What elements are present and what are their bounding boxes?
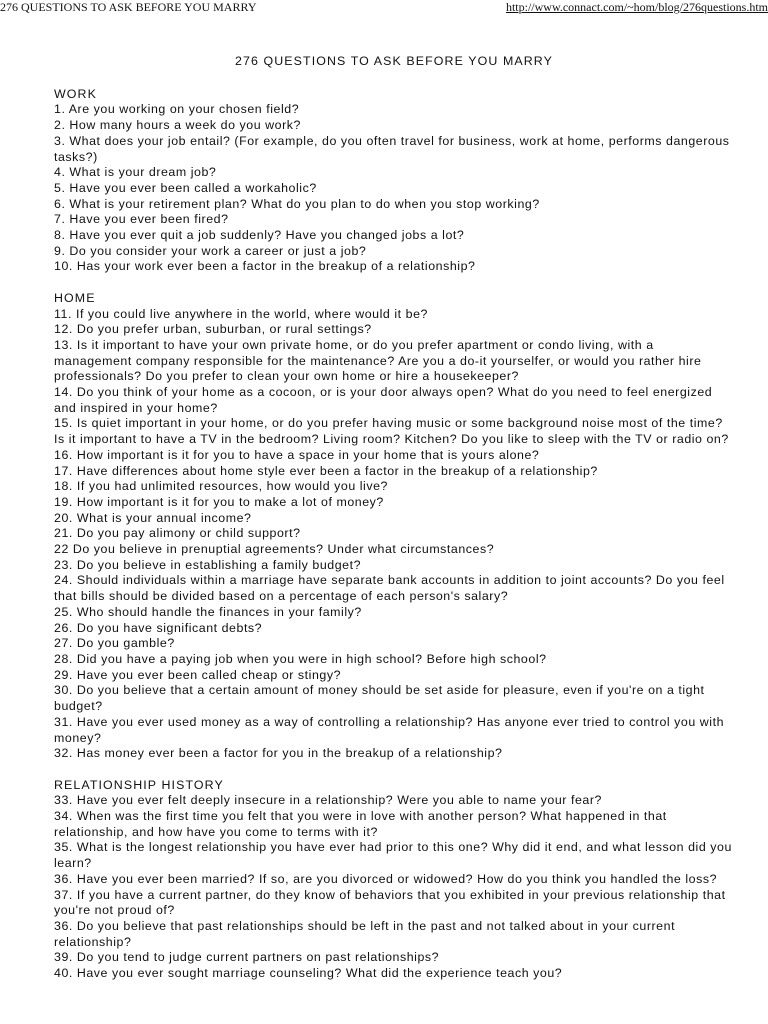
question-item: 40. Have you ever sought marriage counseling? What did the experience teach you?: [54, 966, 563, 981]
section-home: [54, 291, 734, 762]
question-item: 36. Have you ever been married? If so, are you divorced or widowed? How do you think you handled the loss?: [54, 871, 718, 886]
section-work: [54, 87, 734, 275]
question-item: 11. If you could live anywhere in the world, where would it be?: [54, 306, 428, 321]
question-item: 16. How important is it for you to have a space in your home that is yours alone?: [54, 447, 540, 462]
question-item: 23. Do you believe in establishing a family budget?: [54, 557, 362, 572]
question-item: 5. Have you ever been called a workaholic?: [54, 180, 317, 195]
question-item: 1. Are you working on your chosen field?: [54, 102, 300, 117]
question-item: 22 Do you believe in prenuptial agreements? Under what circumstances?: [54, 542, 495, 557]
question-item: 27. Do you gamble?: [54, 636, 175, 651]
section-heading: HOME: [54, 290, 96, 305]
question-item: 31. Have you ever used money as a way of controlling a relationship? Has anyone ever tried to control you with money?: [54, 714, 725, 745]
question-item: 21. Do you pay alimony or child support?: [54, 526, 301, 541]
document-body: [54, 54, 734, 997]
question-item: 3. What does your job entail? (For example, do you often travel for business, work at home, performs dangerous tasks?): [54, 133, 730, 164]
section-heading: WORK: [54, 86, 97, 101]
question-item: 18. If you had unlimited resources, how would you live?: [54, 479, 388, 494]
question-item: 25. Who should handle the finances in your family?: [54, 604, 362, 619]
question-item: 8. Have you ever quit a job suddenly? Have you changed jobs a lot?: [54, 228, 465, 243]
question-item: 15. Is quiet important in your home, or do you prefer having music or some background noise most of the time? Is it important to have a TV in the bedroom? Living room? Kitchen? Do you like to sleep with the TV or radio on?: [54, 416, 729, 447]
section-relationship-history: [54, 778, 734, 982]
question-item: 14. Do you think of your home as a cocoon, or is your door always open? What do you need to feel energized and inspired in your home?: [54, 385, 713, 415]
question-item: 33. Have you ever felt deeply insecure in a relationship? Were you able to name your fear?: [54, 793, 602, 808]
question-item: 2. How many hours a week do you work?: [54, 118, 301, 133]
question-item: 6. What is your retirement plan? What do you plan to do when you stop working?: [54, 196, 540, 211]
question-item: 24. Should individuals within a marriage have separate bank accounts in addition to joint accounts? Do you feel that bills should be divided based on a percentage of each person's salary?: [54, 573, 725, 604]
question-item: 30. Do you believe that a certain amount of money should be set aside for pleasure, even if you're on a tight budget?: [54, 683, 705, 714]
sections-container: [54, 87, 734, 982]
question-item: 35. What is the longest relationship you have ever had prior to this one? Why did it end, and what lesson did you learn?: [54, 840, 732, 871]
question-item: 34. When was the first time you felt that you were in love with another person? What happened in that relationship, and how have you come to terms with it?: [54, 809, 667, 839]
question-item: 20. What is your annual income?: [54, 510, 252, 525]
question-item: 12. Do you prefer urban, suburban, or rural settings?: [54, 322, 372, 337]
question-item: 17. Have differences about home style ever been a factor in the breakup of a relationship?: [54, 463, 598, 478]
question-item: 9. Do you consider your work a career or just a job?: [54, 243, 367, 258]
question-item: 36. Do you believe that past relationships should be left in the past and not talked about in your current relationship?: [54, 918, 676, 949]
question-item: 39. Do you tend to judge current partners on past relationships?: [54, 950, 440, 965]
question-item: 32. Has money ever been a factor for you in the breakup of a relationship?: [54, 746, 503, 761]
question-item: 29. Have you ever been called cheap or stingy?: [54, 667, 342, 682]
question-item: 26. Do you have significant debts?: [54, 620, 263, 635]
question-item: 4. What is your dream job?: [54, 165, 217, 180]
question-item: 19. How important is it for you to make a lot of money?: [54, 494, 384, 509]
question-item: 7. Have you ever been fired?: [54, 212, 229, 227]
question-item: 10. Has your work ever been a factor in the breakup of a relationship?: [54, 259, 476, 274]
source-url-link[interactable]: http://www.connact.com/~hom/blog/276questions.htm: [505, 0, 768, 14]
question-item: 37. If you have a current partner, do they know of behaviors that you exhibited in your previous relationship that you're not proud of?: [54, 887, 726, 918]
document-title: 276 QUESTIONS TO ASK BEFORE YOU MARRY: [235, 54, 553, 68]
question-item: 13. Is it important to have your own private home, or do you prefer apartment or condo living, with a management company responsible for the maintenance? Are you a do-it yourselfer, or would you rather hire professionals? Do you prefer to clean your own home or hire a housekeeper?: [54, 337, 702, 384]
question-item: 28. Did you have a paying job when you were in high school? Before high school?: [54, 652, 547, 666]
running-header-title: 276 QUESTIONS TO ASK BEFORE YOU MARRY: [0, 0, 257, 14]
section-heading: RELATIONSHIP HISTORY: [54, 777, 224, 792]
